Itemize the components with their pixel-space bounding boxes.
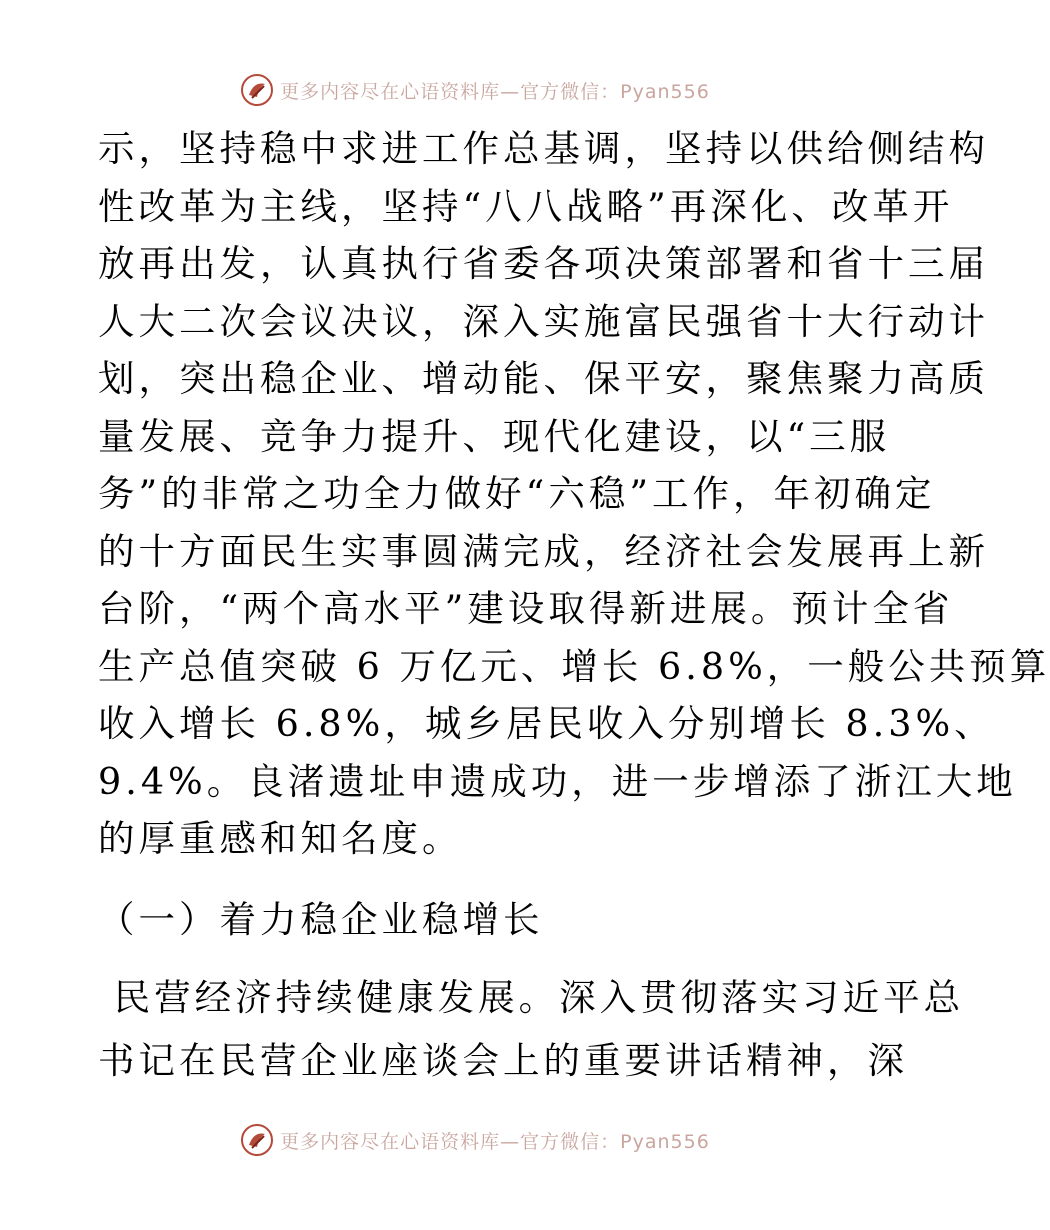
- text-line: 生产总值突破 6 万亿元、增长 6.8%，一般公共预算: [98, 644, 1050, 688]
- text-line: 的十方面民生实事圆满完成，经济社会发展再上新: [98, 529, 989, 573]
- text-line: 台阶，“两个高水平”建设取得新进展。预计全省: [98, 587, 954, 630]
- body-paragraph-2: [98, 966, 965, 1092]
- text-line: 放再出发，认真执行省委各项决策部署和省十三届: [98, 242, 989, 285]
- seal-logo-icon: [240, 1123, 274, 1157]
- watermark-footer: [0, 1120, 950, 1160]
- section-heading: （一）着力稳企业稳增长: [98, 898, 544, 941]
- watermark-header: [0, 70, 950, 110]
- text-line: 收入增长 6.8%，城乡居民收入分别增长 8.3%、: [98, 702, 995, 745]
- watermark-text: 更多内容尽在心语资料库—官方微信：Pyan556: [280, 80, 710, 103]
- text-line: 性改革为主线，坚持“八八战略”再深化、改革开: [98, 184, 954, 228]
- text-line: 民营经济持续健康发展。深入贯彻落实习近平总: [98, 976, 965, 1019]
- text-line: 量发展、竞争力提升、现代化建设，以“三服: [98, 414, 891, 458]
- body-paragraph-1: [98, 120, 1050, 868]
- text-line: 的厚重感和知名度。: [98, 817, 463, 860]
- text-line: 书记在民营企业座谈会上的重要讲话精神，深: [98, 1039, 908, 1082]
- watermark-text: 更多内容尽在心语资料库—官方微信：Pyan556: [280, 1130, 710, 1153]
- seal-logo-icon: [240, 73, 274, 107]
- text-line: 示，坚持稳中求进工作总基调，坚持以供给侧结构: [98, 127, 989, 170]
- text-line: 划，突出稳企业、增动能、保平安，聚焦聚力高质: [98, 357, 989, 400]
- text-line: 9.4%。良渚遗址申遗成功，进一步增添了浙江大地: [98, 759, 1017, 803]
- text-line: 人大二次会议决议，深入实施富民强省十大行动计: [98, 299, 989, 343]
- text-line: 务”的非常之功全力做好“六稳”工作，年初确定: [98, 472, 936, 515]
